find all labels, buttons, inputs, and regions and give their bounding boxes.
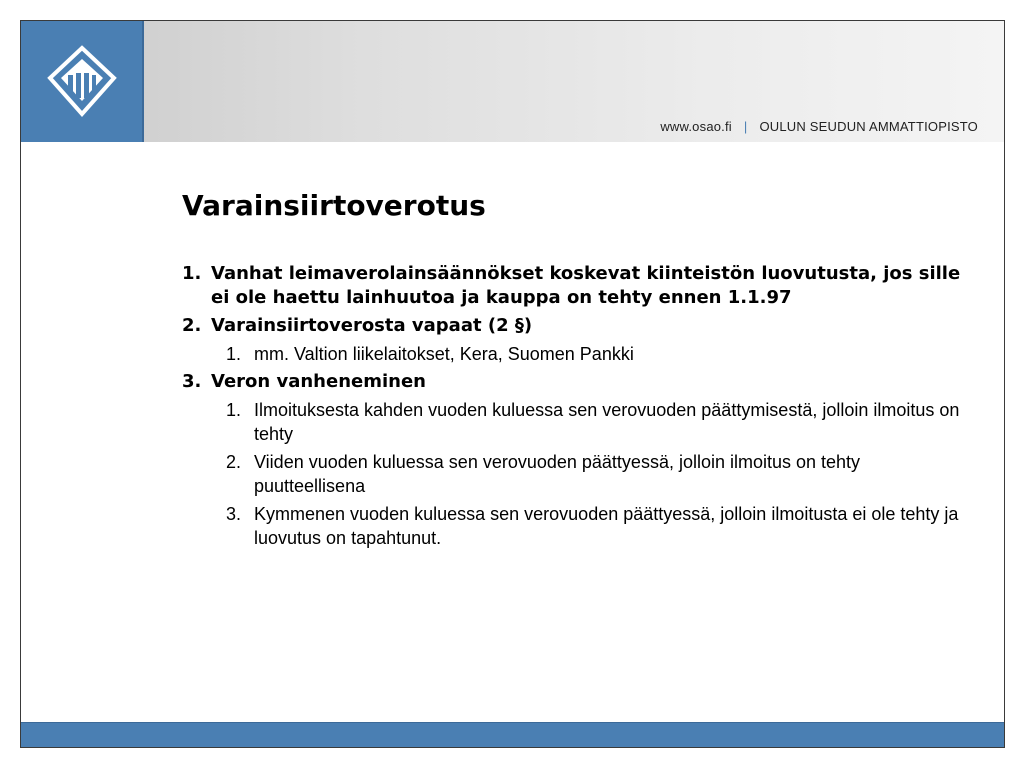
list-item-number: 2. (182, 315, 202, 336)
list-item (182, 370, 962, 394)
sub-list-item-text: mm. Valtion liikelaitokset, Kera, Suomen Pankki (254, 344, 634, 364)
slide (20, 20, 1005, 748)
header-url[interactable]: www.osao.fi (660, 119, 732, 134)
header-text (660, 119, 978, 134)
sub-list-item-text: Kymmenen vuoden kuluessa sen verovuoden päättyessä, jolloin ilmoitusta ei ole tehty ja luovutus on tapahtunut. (254, 504, 959, 548)
building-columns-icon (47, 45, 117, 117)
sub-list-item-number: 1. (226, 400, 242, 420)
list-item (182, 262, 962, 310)
sub-list-item (182, 342, 962, 366)
list-item-text: Vanhat leimaverolainsäännökset koskevat kiinteistön luovutusta, jos sille ei ole haettu lainhuutoa ja kauppa on tehty ennen 1.1.97 (211, 263, 961, 308)
slide-title: Varainsiirtoverotus (182, 189, 486, 222)
header-org: OULUN SEUDUN AMMATTIOPISTO (759, 119, 978, 134)
sub-list-item-number: 1. (226, 344, 242, 364)
sub-list-item-text: Ilmoituksesta kahden vuoden kuluessa sen verovuoden päättymisestä, jolloin ilmoitus on tehty (254, 400, 960, 444)
header-band (21, 21, 1004, 142)
list-item-number: 1. (182, 263, 202, 284)
sub-list-item-text: Viiden vuoden kuluessa sen verovuoden päättyessä, jolloin ilmoitus on tehty puutteellisena (254, 452, 861, 496)
list-item-number: 3. (182, 371, 202, 392)
sub-list-item-number: 3. (226, 504, 242, 524)
sub-list-item (182, 502, 962, 550)
logo (21, 21, 144, 142)
sub-list-item (182, 398, 962, 446)
footer-band (21, 722, 1004, 747)
slide-content (182, 262, 962, 554)
list-item-text: Varainsiirtoverosta vapaat (2 §) (211, 315, 533, 336)
sub-list-item-number: 2. (226, 452, 242, 472)
header-separator: | (743, 119, 748, 134)
sub-list-item (182, 450, 962, 498)
list-item (182, 314, 962, 338)
list-item-text: Veron vanheneminen (211, 371, 426, 392)
